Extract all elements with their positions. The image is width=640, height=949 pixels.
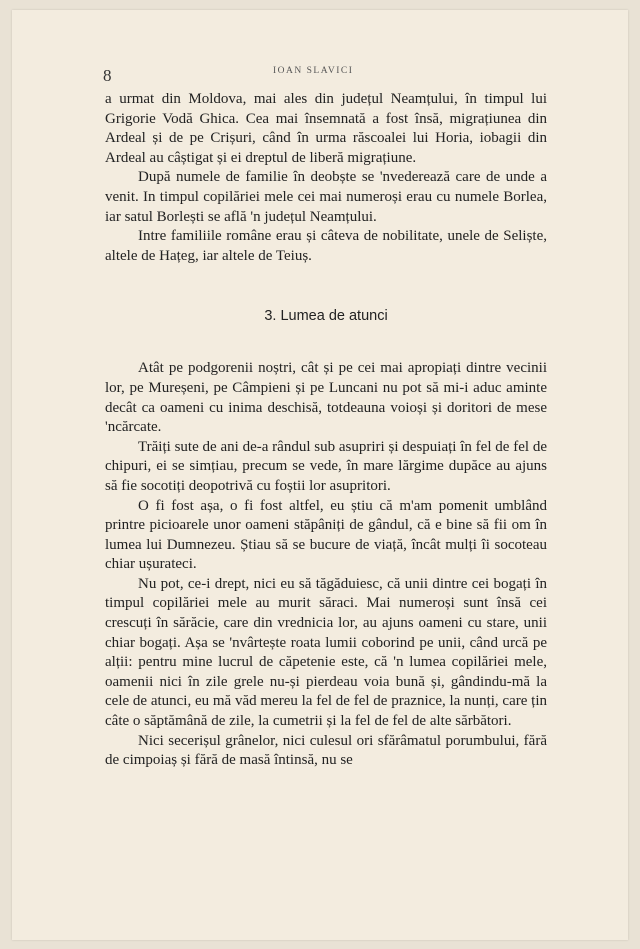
paragraph: Trăiți sute de ani de-a rândul sub asupriri și despuiați în fel de fel de chipuri, ei se simțiau, precum se vede, în mare lărgime dupăce au ajuns să fie socotiți deopotrivă cu foștii lor asupritori.: [105, 438, 547, 494]
running-head: IOAN SLAVICI: [273, 66, 354, 76]
paragraph: O fi fost așa, o fi fost altfel, eu știu că m'am pomenit umblând printre picioarele unor oameni stăpâniți de gândul, că e bine să fii om în lumea lui Dumnezeu. Știau să se bucure de viață, încât mulți îi socoteau chiar ușurateci.: [105, 497, 547, 573]
page-header: [105, 54, 547, 90]
paragraph: Atât pe podgorenii noștri, cât și pe cei mai apropiați dintre vecinii lor, pe Mureșeni, pe Câmpieni și pe Luncani nu pot să mi-i aduc aminte decât ca oameni cu inima deschisă, totdeauna voioși și doritori de mese 'ncărcate.: [105, 360, 547, 436]
page-number: 8: [103, 66, 112, 85]
paragraph: După numele de familie în deobște se 'nvederează care de unde a venit. In timpul copilăriei mele cei mai numeroși erau cu numele Borlea, iar satul Borlești se află 'n județul Neamțului.: [105, 169, 547, 225]
page-content: [105, 54, 547, 771]
paragraph: Intre familiile române erau și câteva de nobilitate, unele de Seliște, altele de Hațeg, iar altele de Teiuș.: [105, 228, 547, 264]
paragraph: Nici secerișul grânelor, nici culesul ori sfărâmatul porumbului, fără de cimpoiaș și fără de masă întinsă, nu se: [105, 732, 547, 769]
section-title: 3. Lumea de atunci: [264, 308, 388, 325]
paragraph: a urmat din Moldova, mai ales din județul Neamțului, în timpul lui Grigorie Vodă Ghica. Cea mai însemnată a fost însă, migrațiunea din Ardeal și de pe Crișuri, când în urma răscoalei lui Horia, iobagii din Ardeal au câștigat și ei dreptul de liberă migrațiune.: [105, 91, 547, 166]
book-page: [12, 10, 628, 940]
paragraph: Nu pot, ce-i drept, nici eu să tăgăduiesc, că unii dintre cei bogați în timpul copilăriei mele au murit săraci. Mai numeroși sunt însă cei crescuți în sărăcie, care din vrednicia lor, au ajuns oameni cu stare, unii chiar bogați. Așa se 'nvârtește roata lumii coborind pe unii, când urcă pe alții: pentru mine lucrul de căpetenie este, că 'n lumea copilăriei mele, oamenii nici în zile grele nu-și pierdeau voia bună și, gândindu-mă la cele de atunci, eu mă văd mereu la fel de fel de praznice, la nunți, care țin câte o săptămână de zile, la cumetrii și la fel de fel de alte sărbători.: [105, 575, 547, 730]
